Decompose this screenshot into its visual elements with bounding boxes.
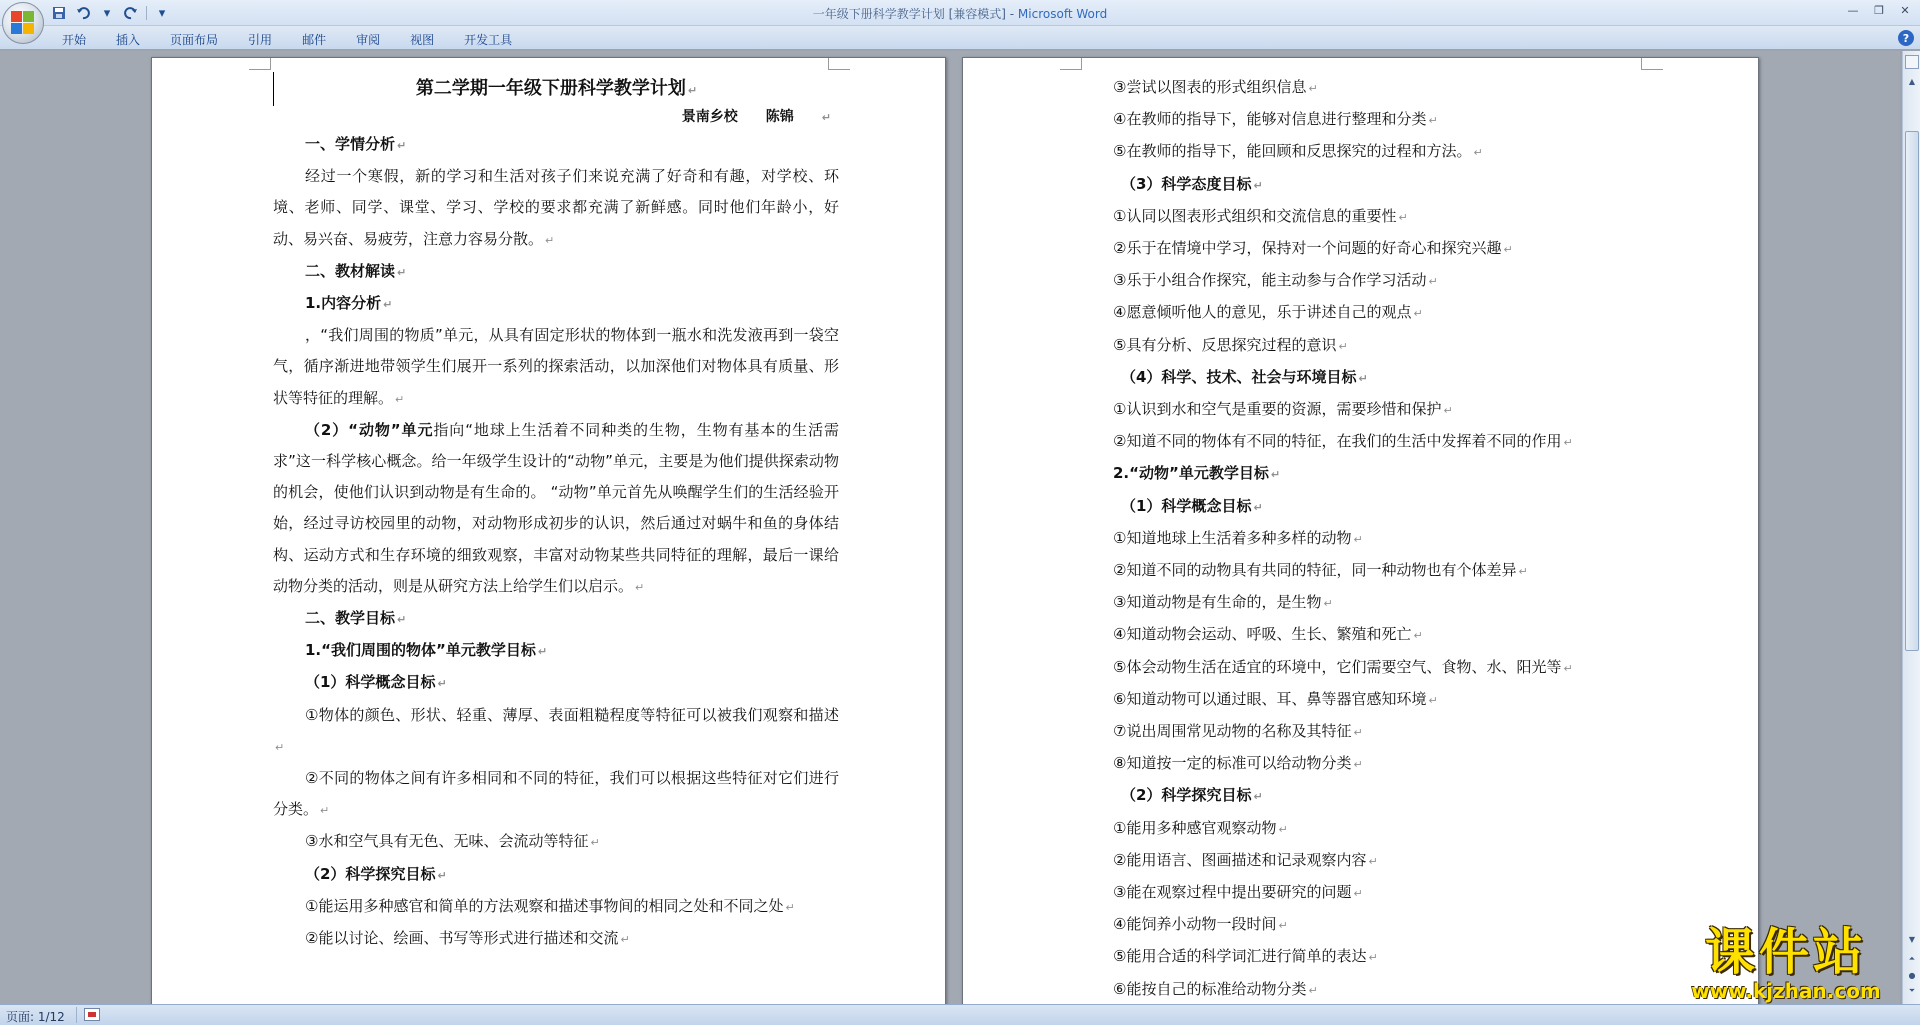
page-count-status[interactable]: 页面: 1/12 [6, 1010, 65, 1024]
list-item: ④愿意倾听他人的意见，乐于讲述自己的观点 ↵ [1113, 303, 1423, 322]
list-item-text: ⑦说出周围常见动物的名称及其特征 [1113, 722, 1352, 741]
list-item-text: ③能在观察过程中提出要研究的问题 [1113, 883, 1352, 902]
subsection-heading: （1）科学概念目标 ↵ [1121, 496, 1263, 515]
paragraph-text: 指向“地球上生活着不同种类的生物，生物有基本的生活需求”这一科学核心概念。给一年级学生设计的“动物”单元，主要是为他们提供探索动物的机会，使他们认识到动物是有生命的。 “动物”单元首先从唤醒学生们的生活经验开始，经过寻访校园里的动物，对动物形成初步的认识，然后通过对蜗牛和鱼的身体结构、运动方式和生存环境的细致观察，丰富对动物某些共同特征的理解，最后一课给动物分类的活动，则是从研究方法上给学生们以启示。 [273, 420, 840, 595]
list-item-text: ⑧知道按一定的标准可以给动物分类 [1113, 754, 1352, 773]
subsection-heading-text: 1.“我们周围的物体”单元教学目标 [305, 641, 536, 660]
list-item-text: ②能用语言、图画描述和记录观察内容 [1113, 850, 1367, 869]
status-separator [76, 1007, 77, 1023]
tab-page-layout[interactable]: 页面布局 [170, 33, 219, 47]
list-item: ④在教师的指导下，能够对信息进行整理和分类 ↵ [1113, 110, 1438, 129]
list-item-text: ②不同的物体之间有许多相同和不同的特征，我们可以根据这些特征对它们进行分类。 [273, 769, 839, 819]
crop-mark [828, 58, 850, 70]
title-bar [0, 0, 1920, 26]
scroll-up-icon[interactable]: ▲ [1908, 76, 1916, 86]
previous-page-icon[interactable]: ⏶ [1908, 954, 1916, 963]
list-item-text: ①认识到水和空气是重要的资源，需要珍惜和保护 [1113, 400, 1442, 419]
page-2[interactable] [962, 57, 1759, 1004]
list-item: ①认同以图表形式组织和交流信息的重要性 ↵ [1113, 206, 1408, 225]
scroll-down-icon[interactable]: ▼ [1908, 934, 1916, 944]
subsection-heading-text: （2）科学探究目标 [1121, 786, 1252, 805]
office-button[interactable] [2, 2, 44, 44]
paragraph-text: 经过一个寒假，新的学习和生活对孩子们来说充满了好奇和有趣，对学校、环境、老师、同学、课堂、学习、学校的要求都充满了新鲜感。同时他们年龄小，好动、易兴奋、易疲劳，注意力容易分散。 [273, 167, 839, 248]
proofing-icon[interactable] [84, 1008, 100, 1021]
list-item: ⑥能按自己的标准给动物分类 ↵ [1113, 979, 1318, 998]
document-heading-text: 第二学期一年级下册科学教学计划 [415, 78, 686, 99]
school-name: 景南乡校 [681, 109, 738, 125]
subsection-heading: （3）科学态度目标 ↵ [1121, 174, 1263, 193]
list-item: ⑤具有分析、反思探究过程的意识 ↵ [1113, 335, 1348, 354]
list-item: ③水和空气具有无色、无味、会流动等特征 ↵ [305, 832, 600, 851]
list-item-text: ④在教师的指导下，能够对信息进行整理和分类 [1113, 110, 1427, 129]
status-bar [0, 1004, 1920, 1025]
list-item: ②能用语言、图画描述和记录观察内容 ↵ [1113, 850, 1378, 869]
select-browse-object-icon[interactable]: ● [1908, 970, 1916, 980]
list-item: ⑤能用合适的科学词汇进行简单的表达 ↵ [1113, 947, 1378, 966]
subsection-heading-text: （1）科学概念目标 [1121, 496, 1252, 515]
page-2-text [1113, 72, 1703, 1004]
section-heading: 一、学情分析 ↵ [305, 135, 407, 153]
list-item: ②知道不同的动物具有共同的特征，同一种动物也有个体差异 ↵ [1113, 561, 1528, 580]
author-line: 景南乡校 陈锦 ↵ [681, 109, 831, 125]
list-item-text: ③知道动物是有生命的，是生物 [1113, 593, 1322, 612]
subsection-heading-text: （1）科学概念目标 [305, 673, 436, 692]
restore-icon[interactable]: ❐ [1874, 3, 1884, 17]
list-item-text: ⑤能用合适的科学词汇进行简单的表达 [1113, 947, 1367, 966]
subsection-heading: 2.“动物”单元教学目标 ↵ [1113, 464, 1281, 483]
next-page-icon[interactable]: ⏷ [1908, 986, 1916, 995]
subsection-heading-text: 1.内容分析 [305, 294, 382, 313]
paragraph-lead: （2）“动物”单元 [305, 420, 434, 439]
list-item: ③乐于小组合作探究，能主动参与合作学习活动 ↵ [1113, 271, 1438, 290]
list-item: ②不同的物体之间有许多相同和不同的特征，我们可以根据这些特征对它们进行分类。 ↵ [273, 769, 839, 819]
page-1-text [273, 72, 839, 955]
subsection-heading: （2）科学探究目标 ↵ [1121, 786, 1263, 805]
list-item: ①认识到水和空气是重要的资源，需要珍惜和保护 ↵ [1113, 400, 1453, 419]
watermark-url: www.kjzhan.com [1691, 979, 1881, 1003]
list-item: ④知道动物会运动、呼吸、生长、繁殖和死亡 ↵ [1113, 625, 1423, 644]
list-item-text: ⑤在教师的指导下，能回顾和反思探究的过程和方法。 [1113, 142, 1472, 161]
scroll-thumb[interactable] [1905, 131, 1919, 651]
subsection-heading-text: （3）科学态度目标 [1121, 174, 1252, 193]
list-item: ②能以讨论、绘画、书写等形式进行描述和交流 ↵ [305, 929, 630, 948]
section-heading-text: 二、教学目标 [305, 609, 396, 628]
watermark-logo [1668, 924, 1904, 1004]
list-item-text: ②能以讨论、绘画、书写等形式进行描述和交流 [305, 929, 619, 948]
undo-dropdown-icon[interactable]: ▾ [103, 5, 111, 21]
list-item-text: ④知道动物会运动、呼吸、生长、繁殖和死亡 [1113, 625, 1412, 644]
list-item: ③尝试以图表的形式组织信息 ↵ [1113, 78, 1318, 96]
list-item-text: ⑥知道动物可以通过眼、耳、鼻等器官感知环境 [1113, 689, 1427, 708]
list-item: ①知道地球上生活着多种多样的动物 ↵ [1113, 528, 1363, 547]
list-item-text: ①物体的颜色、形状、轻重、薄厚、表面粗糙程度等特征可以被我们观察和描述 [305, 705, 839, 724]
subsection-heading-text: （2）科学探究目标 [305, 864, 436, 883]
list-item-text: ③乐于小组合作探究，能主动参与合作学习活动 [1113, 271, 1427, 290]
subsection-heading-text: 2.“动物”单元教学目标 [1113, 464, 1269, 483]
tab-review[interactable]: 审阅 [356, 33, 381, 47]
section-heading: 二、教学目标 ↵ [305, 609, 407, 628]
ribbon [0, 26, 1920, 50]
list-item-text: ①能运用多种感官和简单的方法观察和描述事物间的相同之处和不同之处 [305, 896, 784, 915]
list-item: ①物体的颜色、形状、轻重、薄厚、表面粗糙程度等特征可以被我们观察和描述↵ [275, 705, 839, 754]
list-item: ⑤在教师的指导下，能回顾和反思探究的过程和方法。 ↵ [1113, 142, 1483, 161]
subsection-heading: （4）科学、技术、社会与环境目标 ↵ [1121, 367, 1368, 386]
vertical-scrollbar[interactable] [1902, 51, 1920, 1004]
document-area[interactable] [0, 51, 1900, 1004]
list-item-text: ③水和空气具有无色、无味、会流动等特征 [305, 832, 589, 851]
list-item: ④能饲养小动物一段时间 ↵ [1113, 915, 1288, 934]
list-item: ①能用多种感官观察动物 ↵ [1113, 818, 1288, 837]
crop-mark [249, 58, 271, 70]
customize-qat-icon[interactable]: ▾ [158, 5, 166, 21]
list-item-text: ⑤体会动物生活在适宜的环境中，它们需要空气、食物、水、阳光等 [1113, 657, 1562, 676]
list-item: ②乐于在情境中学习，保持对一个问题的好奇心和探究兴趣 ↵ [1113, 239, 1513, 258]
list-item-text: ③尝试以图表的形式组织信息 [1113, 78, 1307, 96]
section-heading-text: 一、学情分析 [305, 135, 396, 153]
list-item-text: ①能用多种感官观察动物 [1113, 818, 1277, 837]
section-heading-text: 二、教材解读 [305, 261, 396, 280]
tab-references[interactable]: 引用 [248, 33, 273, 47]
subsection-heading: （2）科学探究目标 ↵ [305, 864, 447, 883]
window-controls [1840, 0, 1918, 20]
paragraph: 经过一个寒假，新的学习和生活对孩子们来说充满了好奇和有趣，对学校、环境、老师、同学、课堂、学习、学校的要求都充满了新鲜感。同时他们年龄小，好动、易兴奋、易疲劳，注意力容易分散。 ↵ [273, 167, 839, 248]
tab-home[interactable]: 开始 [62, 33, 87, 47]
paragraph: ，“我们周围的物质”单元，从具有固定形状的物体到一瓶水和洗发液再到一袋空气，循序渐进地带领学生们展开一系列的探索活动，以加深他们对物体具有质量、形状等特征的理解。 ↵ [273, 326, 839, 407]
list-item: ③能在观察过程中提出要研究的问题 ↵ [1113, 883, 1363, 902]
list-item-text: ②知道不同的物体有不同的特征，在我们的生活中发挥着不同的作用 [1113, 432, 1562, 451]
help-icon[interactable]: ? [1898, 30, 1914, 46]
app-name: Microsoft Word [1017, 7, 1108, 21]
list-item-text: ④能饲养小动物一段时间 [1113, 915, 1277, 934]
tab-insert[interactable]: 插入 [116, 33, 141, 47]
watermark-title: 课件站 [1705, 923, 1867, 981]
office-logo-icon [11, 11, 35, 35]
close-icon[interactable]: ✕ [1900, 3, 1910, 17]
section-heading: 二、教材解读 ↵ [305, 261, 407, 280]
document-title: 一年级下册科学教学计划 [兼容模式] - [812, 7, 1018, 21]
paragraph-text: ，“我们周围的物质”单元，从具有固定形状的物体到一瓶水和洗发液再到一袋空气，循序渐进地带领学生们展开一系列的探索活动，以加深他们对物体具有质量、形状等特征的理解。 [273, 326, 839, 407]
list-item: ⑦说出周围常见动物的名称及其特征 ↵ [1113, 722, 1363, 741]
window-title [0, 5, 1920, 22]
list-item-text: ④愿意倾听他人的意见，乐于讲述自己的观点 [1113, 303, 1412, 322]
page-1[interactable] [151, 57, 946, 1004]
list-item-text: ⑤具有分析、反思探究过程的意识 [1113, 335, 1337, 354]
list-item: ②知道不同的物体有不同的特征，在我们的生活中发挥着不同的作用 ↵ [1113, 432, 1573, 451]
list-item-text: ⑥能按自己的标准给动物分类 [1113, 979, 1307, 998]
list-item-text: ②知道不同的动物具有共同的特征，同一种动物也有个体差异 [1113, 561, 1517, 580]
list-item: ⑧知道按一定的标准可以给动物分类 ↵ [1113, 754, 1363, 773]
list-item: ③知道动物是有生命的，是生物 ↵ [1113, 593, 1333, 612]
list-item-text: ①认同以图表形式组织和交流信息的重要性 [1113, 206, 1397, 225]
crop-mark [1641, 58, 1663, 70]
subsection-heading: 1.内容分析 ↵ [305, 294, 393, 313]
subsection-heading: 1.“我们周围的物体”单元教学目标 ↵ [305, 641, 548, 660]
list-item-text: ②乐于在情境中学习，保持对一个问题的好奇心和探究兴趣 [1113, 239, 1502, 258]
tab-developer[interactable]: 开发工具 [464, 33, 513, 47]
ribbon-tabs [50, 28, 530, 48]
list-item: ①能运用多种感官和简单的方法观察和描述事物间的相同之处和不同之处 ↵ [305, 896, 795, 915]
list-item: ⑤体会动物生活在适宜的环境中，它们需要空气、食物、水、阳光等 ↵ [1113, 657, 1573, 676]
list-item: ⑥知道动物可以通过眼、耳、鼻等器官感知环境 ↵ [1113, 689, 1438, 708]
paragraph: （2）“动物”单元指向“地球上生活着不同种类的生物，生物有基本的生活需求”这一科学核心概念。给一年级学生设计的“动物”单元，主要是为他们提供探索动物的机会，使他们认识到动物是有生命的。 “动物”单元首先从唤醒学生们的生活经验开始，经过寻访校园里的动物，对动物形成初步的认识，然后通过对蜗牛和鱼的身体结构、运动方式和生存环境的细致观察，丰富对动物某些共同特征的理解，最后一课给动物分类的活动，则是从研究方法上给学生们以启示。 ↵ [273, 420, 840, 595]
document-heading: 第二学期一年级下册科学教学计划 ↵ [273, 72, 839, 106]
subsection-heading: （1）科学概念目标 ↵ [305, 673, 447, 692]
minimize-icon[interactable]: — [1847, 3, 1859, 17]
crop-mark [1060, 58, 1082, 70]
view-ruler-icon[interactable] [1905, 55, 1919, 69]
list-item-text: ①知道地球上生活着多种多样的动物 [1113, 528, 1352, 547]
tab-view[interactable]: 视图 [410, 33, 435, 47]
tab-mailings[interactable]: 邮件 [302, 33, 327, 47]
author-name: 陈锦 [765, 109, 794, 125]
subsection-heading-text: （4）科学、技术、社会与环境目标 [1121, 367, 1357, 386]
